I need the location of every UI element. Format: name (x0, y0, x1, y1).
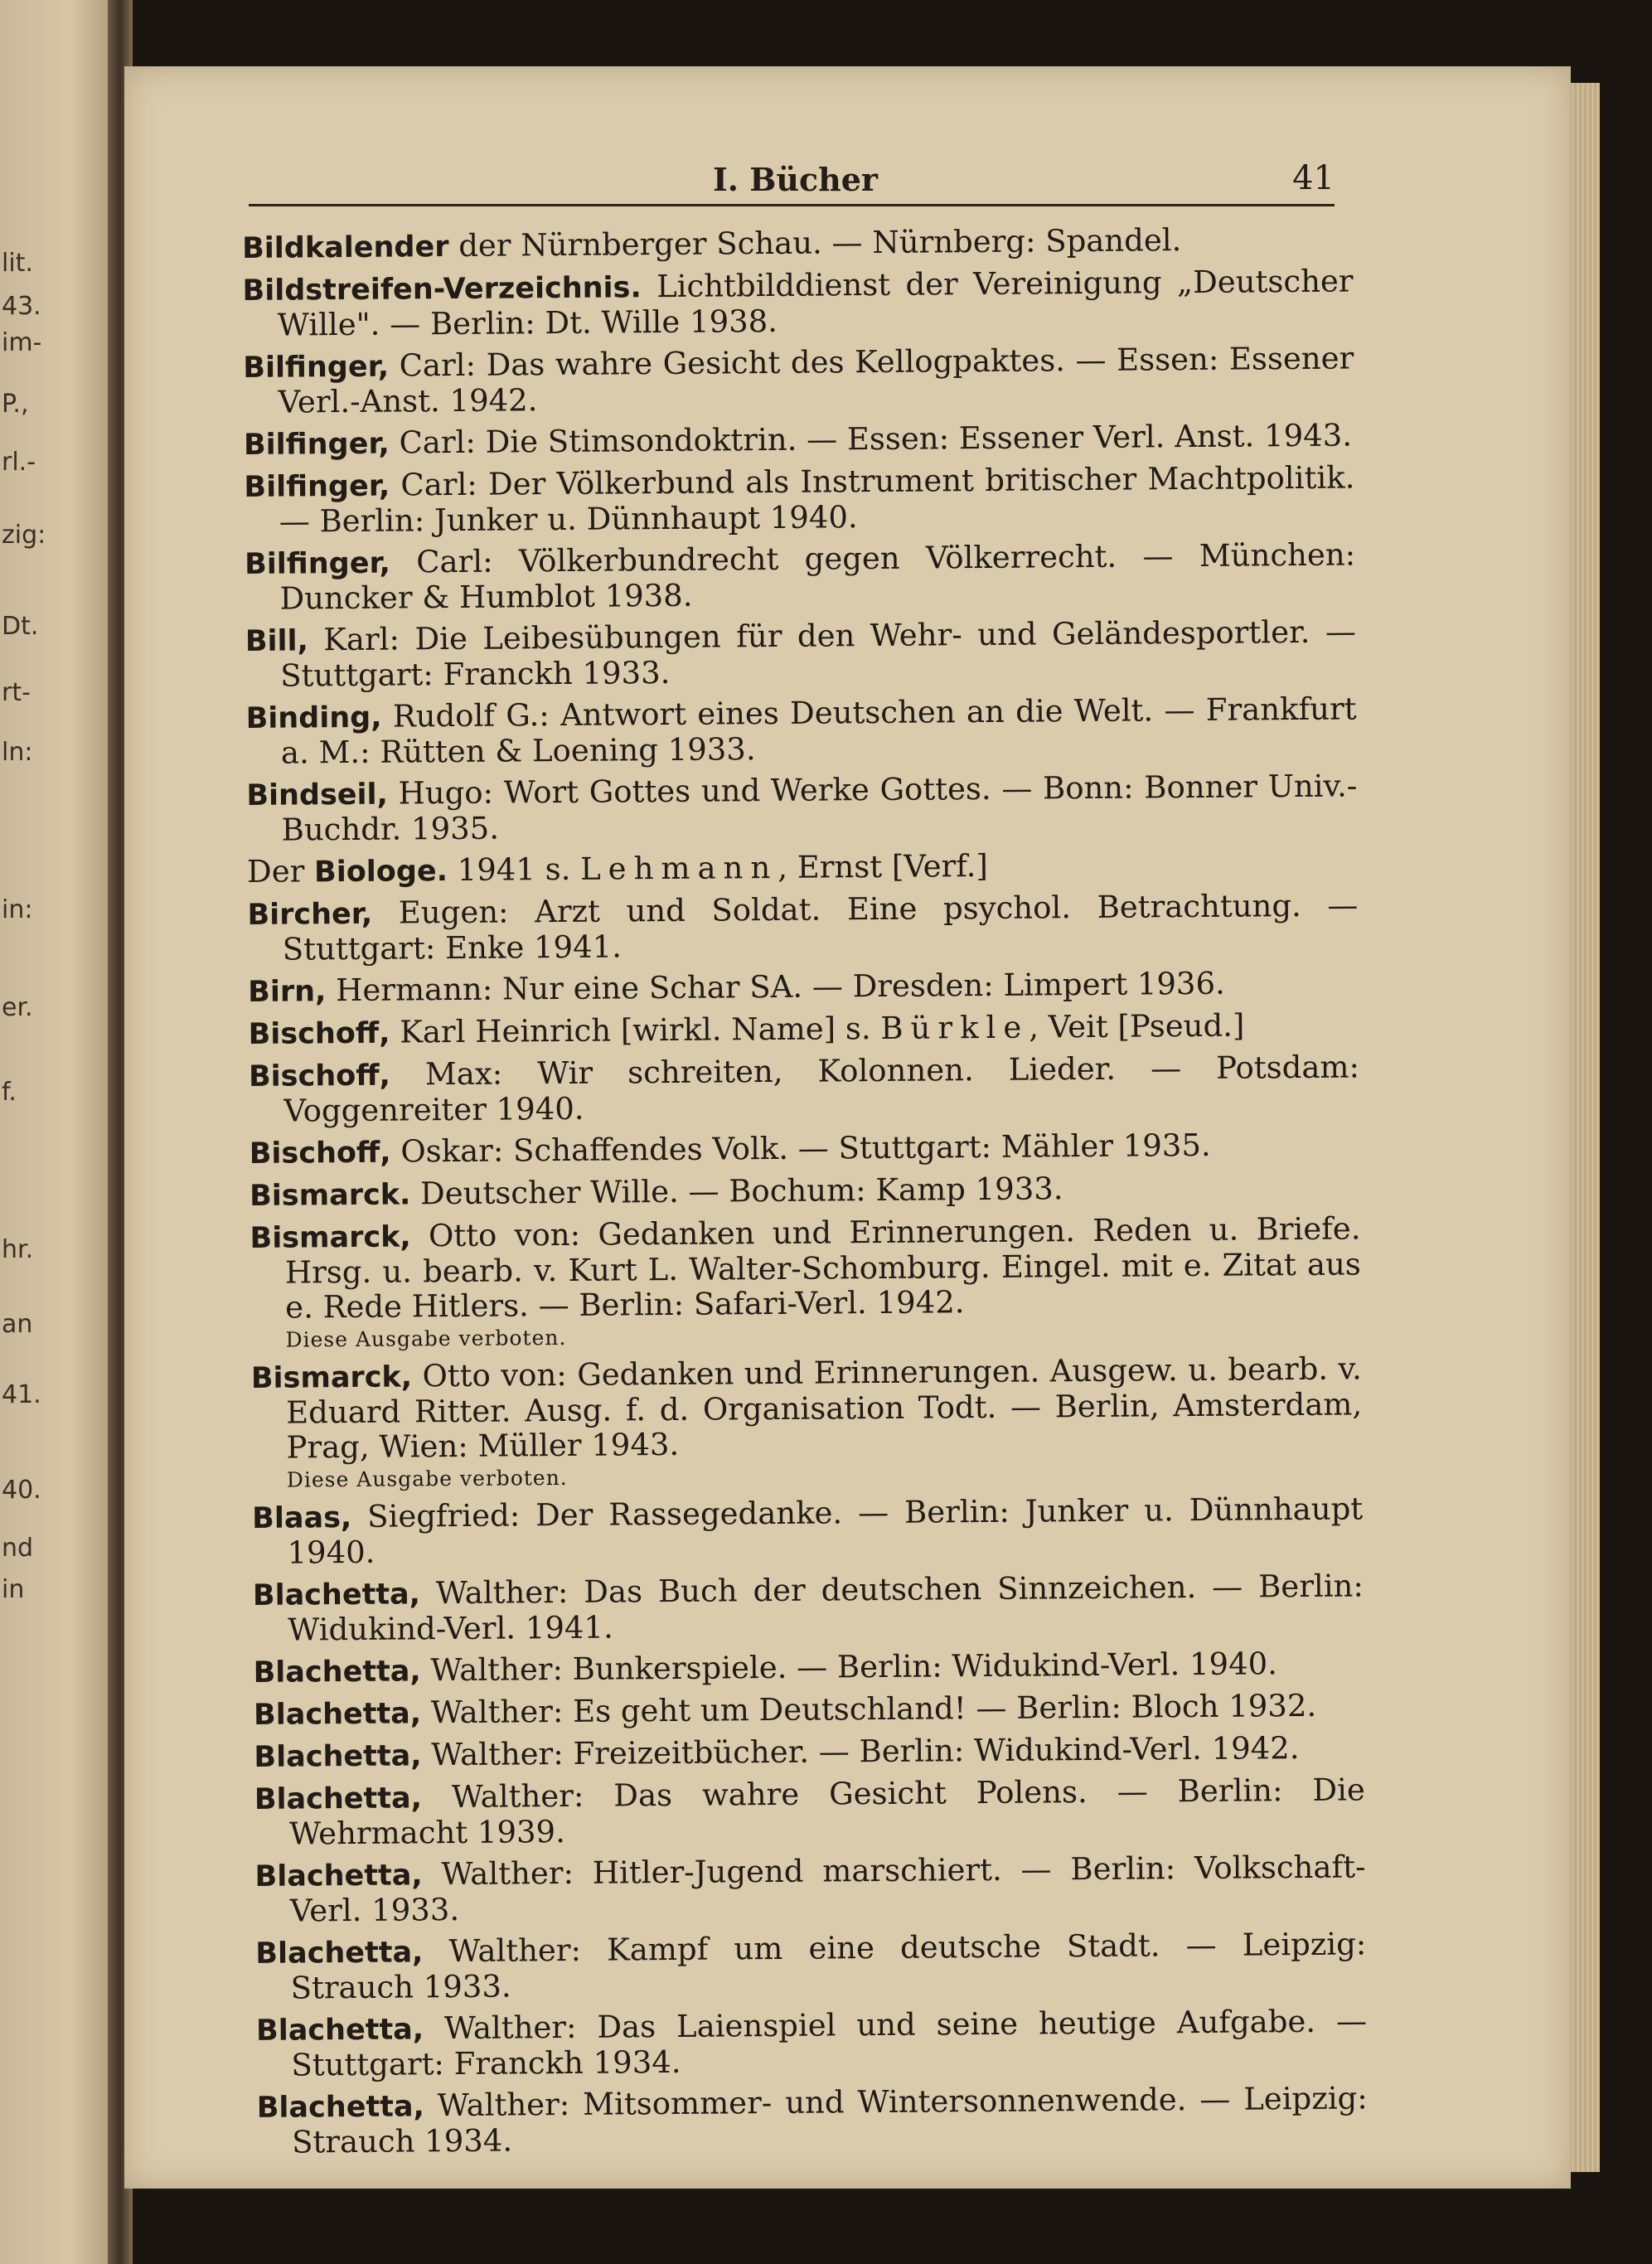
entry-suffix: , Veit [Pseud.] (1029, 1007, 1245, 1045)
left-page-text-fragment: in: (2, 895, 33, 924)
entry-headword: Blachetta, (256, 2090, 425, 2125)
bibliography-entry (248, 965, 1359, 1010)
entry-note: Diese Ausgabe verboten. (285, 1325, 567, 1352)
entry-spaced-name: Bürkle (880, 1009, 1029, 1046)
entry-headword: Bildstreifen-Verzeichnis. (242, 271, 642, 308)
page-number: 41 (1292, 159, 1335, 197)
bibliography-entry (247, 846, 1358, 890)
entry-headword: Blachetta, (252, 1578, 421, 1612)
entry-prefix: Der (246, 853, 315, 890)
left-page-text-fragment: P., (2, 390, 29, 419)
entry-text: Walther: Freizeitbücher. — Berlin: Widukind-Verl. 1942. (421, 1730, 1300, 1773)
entry-headword: Bilfinger, (245, 546, 391, 581)
entry-headword: Bilfinger, (243, 427, 390, 462)
left-facing-page (0, 0, 116, 2264)
bibliography-entry (244, 460, 1355, 540)
entry-headword: Bischoff, (248, 1059, 391, 1093)
entry-text: Walther: Hitler-Jugend marschiert. — Berlin: Volkschaft-Verl. 1933. (289, 1849, 1366, 1929)
left-page-text-fragment: lit. (2, 249, 33, 278)
left-page-text-fragment: ln: (2, 738, 33, 767)
left-page-text-fragment: Dt. (2, 612, 39, 641)
left-page-text-fragment: rl.- (2, 448, 36, 477)
bibliography-entry (245, 614, 1357, 694)
bibliography-entry (254, 1688, 1364, 1733)
entry-text: Walther: Das Laienspiel und seine heutige Aufgabe. — Stuttgart: Franckh 1934. (291, 2003, 1368, 2083)
entry-text: Walther: Bunkerspiele. — Berlin: Widukind-Verl. 1940. (420, 1646, 1278, 1689)
entry-text: Carl: Der Völkerbund als Instrument britischer Machtpolitik. — Berlin: Junker u. Dünnhaupt 1940. (279, 459, 1355, 540)
left-page-text-fragment: 41. (2, 1380, 41, 1409)
entry-headword: Bismarck. (249, 1178, 411, 1213)
left-page-text-fragment: f. (2, 1078, 17, 1107)
entry-text: Max: Wir schreiten, Kolonnen. Lieder. — Potsdam: Voggenreiter 1940. (283, 1049, 1360, 1129)
entry-headword: Bill, (245, 624, 309, 658)
bibliography-entry (242, 264, 1354, 343)
entry-text: der Nürnberger Schau. — Nürnberg: Spandel. (448, 222, 1182, 264)
entry-text: Hugo: Wort Gottes und Werke Gottes. — Bonn: Bonner Univ.-Buchdr. 1935. (281, 768, 1358, 848)
bibliography-entry (248, 1007, 1359, 1052)
entry-headword: Blachetta, (254, 1739, 422, 1774)
bibliography-entry (252, 1491, 1364, 1571)
bibliography-entry (253, 1568, 1364, 1648)
entry-text: 1941 s. (447, 851, 581, 889)
left-page-text-fragment: nd (2, 1534, 34, 1563)
entry-headword: Bischoff, (249, 1136, 391, 1171)
entry-headword: Bischoff, (248, 1016, 390, 1051)
bibliography-entry (243, 341, 1354, 420)
left-page-text-fragment: zig: (2, 521, 46, 550)
bibliography-entry (253, 1646, 1364, 1690)
bibliography-list (242, 221, 1368, 2166)
entry-headword: Blachetta, (254, 1782, 423, 1816)
entry-headword: Binding, (245, 701, 382, 735)
bibliography-entry (254, 1730, 1364, 1775)
entry-text: Oskar: Schaffendes Volk. — Stuttgart: Mähler 1935. (390, 1127, 1211, 1170)
entry-text: Carl: Völkerbundrecht gegen Völkerrecht. — München: Duncker & Humblot 1938. (279, 536, 1356, 617)
bibliography-entry (249, 1169, 1360, 1214)
entry-text: Karl: Die Leibesübungen für den Wehr- und Geländesportler. — Stuttgart: Franckh 1933. (280, 613, 1357, 694)
bibliography-entry (254, 1772, 1366, 1852)
bibliography-entry (242, 221, 1353, 266)
bibliography-entry (254, 1849, 1366, 1929)
entry-text: Otto von: Gedanken und Erinnerungen. Ausgew. u. bearb. v. Eduard Ritter. Ausg. f. d. Organisation Todt. — Berlin, Amsterdam, Prag, Wien: Müller 1943. (286, 1350, 1363, 1466)
entry-headword: Bismarck, (250, 1360, 413, 1395)
entry-note: Diese Ausgabe verboten. (286, 1465, 568, 1492)
entry-text: Walther: Kampf um eine deutsche Stadt. — Leipzig: Strauch 1933. (290, 1926, 1367, 2006)
bibliography-entry (244, 418, 1354, 463)
bibliography-entry (251, 1351, 1363, 1494)
entry-text: Carl: Die Stimsondoktrin. — Essen: Essener Verl. Anst. 1943. (389, 417, 1353, 461)
entry-text: Hermann: Nur eine Schar SA. — Dresden: Limpert 1936. (326, 965, 1225, 1009)
bibliography-entry (249, 1127, 1360, 1171)
left-page-text-fragment: 40. (2, 1476, 41, 1505)
entry-text: Walther: Das Buch der deutschen Sinnzeichen. — Berlin: Widukind-Verl. 1941. (288, 1568, 1364, 1648)
entry-spaced-name: Lehmann (579, 849, 778, 887)
left-page-text-fragment: 43. (2, 292, 41, 321)
entry-text: Otto von: Gedanken und Erinnerungen. Reden u. Briefe. Hrsg. u. bearb. v. Kurt L. Walter-Schomburg. Eingel. mit e. Zitat aus e. Rede Hitlers. — Berlin: Safari-Verl. 1942. (284, 1210, 1362, 1326)
section-title: I. Bücher (713, 161, 878, 198)
entry-text: Deutscher Wille. — Bochum: Kamp 1933. (410, 1171, 1063, 1212)
bibliography-entry (247, 888, 1359, 967)
entry-headword: Blachetta, (253, 1655, 421, 1690)
entry-headword: Bismarck, (249, 1220, 411, 1255)
bibliography-entry (255, 1927, 1367, 2006)
entry-text: Walther: Das wahre Gesicht Polens. — Berlin: Die Wehrmacht 1939. (289, 1772, 1365, 1852)
left-page-text-fragment: in (2, 1575, 25, 1604)
entry-headword: Blachetta, (253, 1697, 422, 1732)
bibliography-entry (249, 1050, 1360, 1129)
bibliography-entry (257, 2081, 1369, 2160)
left-page-text-fragment: im- (2, 328, 42, 357)
bibliography-entry (245, 691, 1357, 771)
entry-text: Siegfried: Der Rassegedanke. — Berlin: Junker u. Dünnhaupt 1940. (287, 1491, 1364, 1571)
bibliography-entry (245, 537, 1356, 617)
entry-headword: Blachetta, (255, 1936, 424, 1971)
entry-headword: Bindseil, (246, 778, 389, 812)
entry-headword: Bircher, (247, 897, 373, 932)
left-page-text-fragment: er. (2, 993, 33, 1022)
entry-headword: Biologe. (313, 855, 448, 890)
entry-text: Karl Heinrich [wirkl. Name] s. (390, 1010, 881, 1050)
left-page-text-fragment: rt- (2, 678, 31, 707)
page-header (249, 158, 1335, 206)
bibliography-entry (246, 768, 1358, 848)
entry-headword: Bildkalender (242, 230, 449, 265)
entry-suffix: , Ernst [Verf.] (778, 847, 988, 885)
entry-headword: Blachetta, (255, 2013, 424, 2048)
entry-text: Walther: Mitsommer- und Wintersonnenwende. — Leipzig: Strauch 1934. (291, 2080, 1368, 2160)
entry-headword: Bilfinger, (244, 469, 390, 504)
entry-headword: Blaas, (252, 1501, 352, 1535)
entry-text: Lichtbilddienst der Vereinigung „Deutscher Wille". — Berlin: Dt. Wille 1938. (277, 263, 1354, 343)
left-page-text-fragment: an (2, 1310, 33, 1339)
entry-text: Walther: Es geht um Deutschland! — Berlin: Bloch 1932. (420, 1687, 1317, 1731)
bibliography-entry (249, 1211, 1361, 1354)
entry-text: Carl: Das wahre Gesicht des Kellogpaktes. — Essen: Essener Verl.-Anst. 1942. (278, 340, 1354, 420)
entry-text: Rudolf G.: Antwort eines Deutschen an die Welt. — Frankfurt a. M.: Rütten & Loening 1933. (280, 691, 1357, 771)
entry-headword: Bilfinger, (243, 350, 390, 385)
entry-headword: Blachetta, (254, 1859, 423, 1893)
bibliography-entry (256, 2004, 1368, 2083)
left-page-text-fragment: hr. (2, 1235, 34, 1264)
entry-headword: Birn, (248, 975, 327, 1009)
entry-text: Eugen: Arzt und Soldat. Eine psychol. Betrachtung. — Stuttgart: Enke 1941. (282, 887, 1359, 967)
